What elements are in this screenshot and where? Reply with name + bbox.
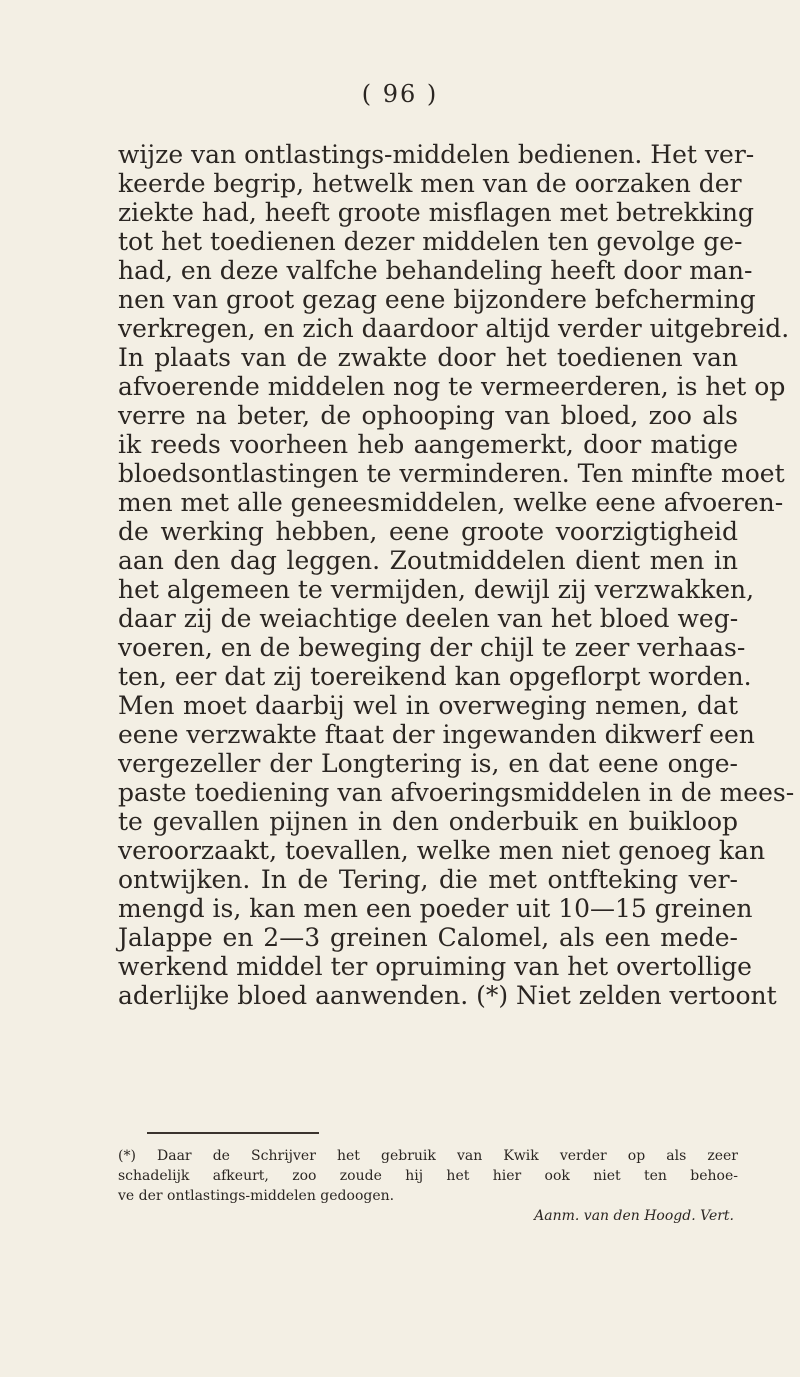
- text-line: nen van groot gezag eene bijzondere befcherming: [118, 285, 756, 314]
- body-text: [118, 140, 795, 1010]
- text-line: tot het toedienen dezer middelen ten gevolge ge-: [118, 227, 743, 256]
- footnote-line: (*) Daar de Schrijver het gebruik van Kwik verder op als zeer: [118, 1148, 738, 1164]
- text-line: afvoerende middelen nog te vermeerderen, is het op: [118, 372, 786, 401]
- text-line: ten, eer dat zij toereikend kan opgeflorpt worden.: [118, 662, 752, 691]
- text-line: Men moet daarbij wel in overweging nemen, dat: [118, 691, 738, 720]
- text-line: had, en deze valfche behandeling heeft door man-: [118, 256, 753, 285]
- text-line: keerde begrip, hetwelk men van de oorzaken der: [118, 169, 742, 198]
- text-line: voeren, en de beweging der chijl te zeer verhaas-: [118, 633, 746, 662]
- text-line: eene verzwakte ftaat der ingewanden dikwerf een: [118, 720, 755, 749]
- footnote-divider: [147, 1132, 319, 1134]
- text-line: mengd is, kan men een poeder uit 10—15 greinen: [118, 894, 753, 923]
- text-line: vergezeller der Longtering is, en dat eene onge-: [118, 749, 738, 778]
- text-line: aderlijke bloed aanwenden. (*) Niet zelden vertoont: [118, 981, 777, 1010]
- text-line: werkend middel ter opruiming van het overtollige: [118, 952, 752, 981]
- text-line: verkregen, en zich daardoor altijd verder uitgebreid.: [118, 314, 790, 343]
- text-line: verre na beter, de ophooping van bloed, zoo als: [118, 401, 738, 430]
- footnote-line: schadelijk afkeurt, zoo zoude hij het hier ook niet ten behoe-: [118, 1168, 738, 1184]
- text-line: ik reeds voorheen heb aangemerkt, door matige: [118, 430, 738, 459]
- text-line: paste toediening van afvoeringsmiddelen in de mees-: [118, 778, 795, 807]
- text-line: men met alle geneesmiddelen, welke eene afvoeren-: [118, 488, 784, 517]
- text-line: ontwijken. In de Tering, die met ontfteking ver-: [118, 865, 738, 894]
- text-line: In plaats van de zwakte door het toedienen van: [118, 343, 738, 372]
- footnote-line: ve der ontlastings-middelen gedoogen.: [118, 1188, 395, 1204]
- text-line: de werking hebben, eene groote voorzigtigheid: [118, 517, 738, 546]
- text-line: Jalappe en 2—3 greinen Calomel, als een mede-: [118, 923, 738, 952]
- footnote-attribution: Aanm. van den Hoogd. Vert.: [534, 1208, 734, 1224]
- text-line: wijze van ontlastings-middelen bedienen. Het ver-: [118, 140, 755, 169]
- text-line: aan den dag leggen. Zoutmiddelen dient men in: [118, 546, 738, 575]
- text-line: veroorzaakt, toevallen, welke men niet genoeg kan: [118, 836, 766, 865]
- text-line: ziekte had, heeft groote misflagen met betrekking: [118, 198, 755, 227]
- text-line: bloedsontlastingen te verminderen. Ten minfte moet: [118, 459, 785, 488]
- page-number: ( 96 ): [361, 80, 439, 108]
- text-line: te gevallen pijnen in den onderbuik en buikloop: [118, 807, 738, 836]
- text-line: het algemeen te vermijden, dewijl zij verzwakken,: [118, 575, 755, 604]
- text-line: daar zij de weiachtige deelen van het bloed weg-: [118, 604, 739, 633]
- footnote: [118, 1146, 738, 1226]
